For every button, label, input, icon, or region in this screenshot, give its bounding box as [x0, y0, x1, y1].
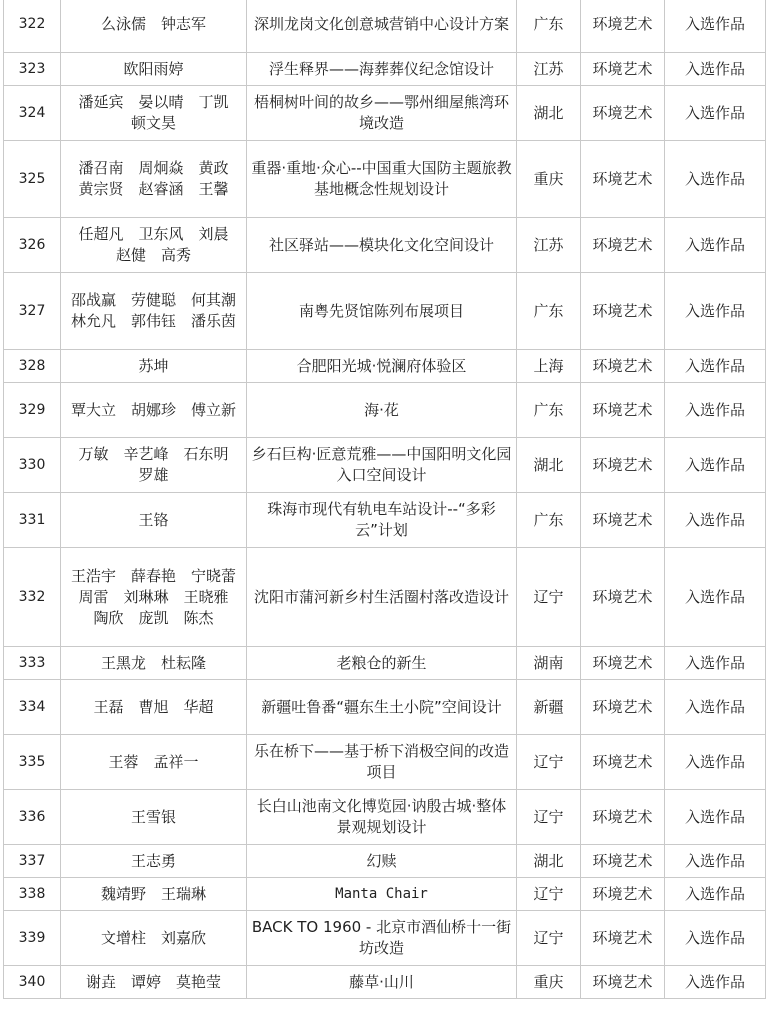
region-cell: 辽宁 — [517, 735, 581, 790]
status-cell: 入选作品 — [665, 790, 766, 845]
category-cell: 环境艺术 — [581, 845, 665, 878]
region-cell: 辽宁 — [517, 878, 581, 911]
title-cell: 幻赎 — [247, 845, 517, 878]
authors-cell: 王雪银 — [61, 790, 247, 845]
row-number: 334 — [4, 680, 61, 735]
region-cell: 辽宁 — [517, 548, 581, 647]
category-cell: 环境艺术 — [581, 911, 665, 966]
title-cell: 南粤先贤馆陈列布展项目 — [247, 273, 517, 350]
row-number: 325 — [4, 141, 61, 218]
region-cell: 湖北 — [517, 438, 581, 493]
status-cell: 入选作品 — [665, 383, 766, 438]
region-cell: 湖南 — [517, 647, 581, 680]
category-cell: 环境艺术 — [581, 966, 665, 999]
authors-cell: 苏坤 — [61, 350, 247, 383]
table-row — [4, 218, 766, 273]
authors-cell: 王磊 曹旭 华超 — [61, 680, 247, 735]
region-cell: 江苏 — [517, 53, 581, 86]
row-number: 337 — [4, 845, 61, 878]
region-cell: 湖北 — [517, 86, 581, 141]
authors-cell: 魏靖野 王瑞琳 — [61, 878, 247, 911]
region-cell: 广东 — [517, 493, 581, 548]
title-cell: 浮生释界——海葬葬仪纪念馆设计 — [247, 53, 517, 86]
category-cell: 环境艺术 — [581, 0, 665, 53]
status-cell: 入选作品 — [665, 493, 766, 548]
status-cell: 入选作品 — [665, 548, 766, 647]
authors-cell: 王蓉 孟祥一 — [61, 735, 247, 790]
row-number: 340 — [4, 966, 61, 999]
table-row — [4, 350, 766, 383]
authors-cell: 任超凡 卫东风 刘晨 赵健 高秀 — [61, 218, 247, 273]
title-cell: 藤草·山川 — [247, 966, 517, 999]
category-cell: 环境艺术 — [581, 383, 665, 438]
authors-cell: 王浩宇 薛春艳 宁晓蕾 周雷 刘琳琳 王晓雅 陶欣 庞凯 陈杰 — [61, 548, 247, 647]
table-row — [4, 878, 766, 911]
status-cell: 入选作品 — [665, 141, 766, 218]
authors-cell: 王志勇 — [61, 845, 247, 878]
row-number: 327 — [4, 273, 61, 350]
status-cell: 入选作品 — [665, 218, 766, 273]
status-cell: 入选作品 — [665, 911, 766, 966]
row-number: 326 — [4, 218, 61, 273]
authors-cell: 潘延宾 晏以晴 丁凯 顿文昊 — [61, 86, 247, 141]
row-number: 333 — [4, 647, 61, 680]
row-number: 338 — [4, 878, 61, 911]
category-cell: 环境艺术 — [581, 548, 665, 647]
category-cell: 环境艺术 — [581, 790, 665, 845]
region-cell: 广东 — [517, 0, 581, 53]
region-cell: 重庆 — [517, 966, 581, 999]
region-cell: 广东 — [517, 383, 581, 438]
status-cell: 入选作品 — [665, 86, 766, 141]
title-cell: 重器·重地·众心--中国重大国防主题旅教基地概念性规划设计 — [247, 141, 517, 218]
authors-cell: 文增柱 刘嘉欣 — [61, 911, 247, 966]
table-row — [4, 53, 766, 86]
category-cell: 环境艺术 — [581, 735, 665, 790]
table-row — [4, 790, 766, 845]
authors-cell: 王铬 — [61, 493, 247, 548]
title-cell: 乡石巨构·匠意荒雅——中国阳明文化园入口空间设计 — [247, 438, 517, 493]
row-number: 339 — [4, 911, 61, 966]
table-row — [4, 647, 766, 680]
region-cell: 湖北 — [517, 845, 581, 878]
region-cell: 重庆 — [517, 141, 581, 218]
title-cell: 长白山池南文化博览园·讷殷古城·整体景观规划设计 — [247, 790, 517, 845]
row-number: 328 — [4, 350, 61, 383]
row-number: 330 — [4, 438, 61, 493]
category-cell: 环境艺术 — [581, 273, 665, 350]
table-row — [4, 86, 766, 141]
title-cell: 老粮仓的新生 — [247, 647, 517, 680]
status-cell: 入选作品 — [665, 878, 766, 911]
title-cell: 社区驿站——模块化文化空间设计 — [247, 218, 517, 273]
authors-cell: 谢垚 谭婷 莫艳莹 — [61, 966, 247, 999]
status-cell: 入选作品 — [665, 273, 766, 350]
table-row — [4, 845, 766, 878]
award-list-table — [3, 0, 766, 999]
category-cell: 环境艺术 — [581, 86, 665, 141]
table-body — [4, 0, 766, 999]
authors-cell: 万敏 辛艺峰 石东明 罗雄 — [61, 438, 247, 493]
title-cell: 乐在桥下——基于桥下消极空间的改造项目 — [247, 735, 517, 790]
authors-cell: 么泳儒 钟志军 — [61, 0, 247, 53]
title-cell: 梧桐树叶间的故乡——鄂州细屋熊湾环境改造 — [247, 86, 517, 141]
table-row — [4, 273, 766, 350]
status-cell: 入选作品 — [665, 350, 766, 383]
category-cell: 环境艺术 — [581, 647, 665, 680]
region-cell: 江苏 — [517, 218, 581, 273]
title-cell: 海·花 — [247, 383, 517, 438]
authors-cell: 欧阳雨婷 — [61, 53, 247, 86]
authors-cell: 王黑龙 杜耘隆 — [61, 647, 247, 680]
row-number: 329 — [4, 383, 61, 438]
title-cell: 新疆吐鲁番“疆东生土小院”空间设计 — [247, 680, 517, 735]
category-cell: 环境艺术 — [581, 141, 665, 218]
table-row — [4, 383, 766, 438]
table-row — [4, 0, 766, 53]
status-cell: 入选作品 — [665, 966, 766, 999]
category-cell: 环境艺术 — [581, 878, 665, 911]
table-row — [4, 966, 766, 999]
status-cell: 入选作品 — [665, 647, 766, 680]
category-cell: 环境艺术 — [581, 680, 665, 735]
category-cell: 环境艺术 — [581, 350, 665, 383]
region-cell: 辽宁 — [517, 911, 581, 966]
region-cell: 新疆 — [517, 680, 581, 735]
row-number: 323 — [4, 53, 61, 86]
row-number: 335 — [4, 735, 61, 790]
table-row — [4, 680, 766, 735]
category-cell: 环境艺术 — [581, 493, 665, 548]
row-number: 322 — [4, 0, 61, 53]
status-cell: 入选作品 — [665, 438, 766, 493]
row-number: 331 — [4, 493, 61, 548]
status-cell: 入选作品 — [665, 680, 766, 735]
category-cell: 环境艺术 — [581, 218, 665, 273]
authors-cell: 覃大立 胡娜珍 傅立新 — [61, 383, 247, 438]
status-cell: 入选作品 — [665, 0, 766, 53]
category-cell: 环境艺术 — [581, 438, 665, 493]
title-cell: 珠海市现代有轨电车站设计--“多彩云”计划 — [247, 493, 517, 548]
status-cell: 入选作品 — [665, 845, 766, 878]
table-row — [4, 548, 766, 647]
title-cell: 合肥阳光城·悦澜府体验区 — [247, 350, 517, 383]
category-cell: 环境艺术 — [581, 53, 665, 86]
table-row — [4, 141, 766, 218]
title-cell: BACK TO 1960 - 北京市酒仙桥十一街坊改造 — [247, 911, 517, 966]
authors-cell: 潘召南 周炯焱 黄政 黄宗贤 赵睿涵 王馨 — [61, 141, 247, 218]
row-number: 324 — [4, 86, 61, 141]
status-cell: 入选作品 — [665, 53, 766, 86]
row-number: 332 — [4, 548, 61, 647]
title-cell: Manta Chair — [247, 878, 517, 911]
region-cell: 上海 — [517, 350, 581, 383]
region-cell: 广东 — [517, 273, 581, 350]
table-row — [4, 911, 766, 966]
status-cell: 入选作品 — [665, 735, 766, 790]
table-row — [4, 438, 766, 493]
region-cell: 辽宁 — [517, 790, 581, 845]
authors-cell: 邵战赢 劳健聪 何其潮 林允凡 郭伟钰 潘乐茵 — [61, 273, 247, 350]
title-cell: 深圳龙岗文化创意城营销中心设计方案 — [247, 0, 517, 53]
title-cell: 沈阳市蒲河新乡村生活圈村落改造设计 — [247, 548, 517, 647]
row-number: 336 — [4, 790, 61, 845]
table-row — [4, 493, 766, 548]
table-row — [4, 735, 766, 790]
